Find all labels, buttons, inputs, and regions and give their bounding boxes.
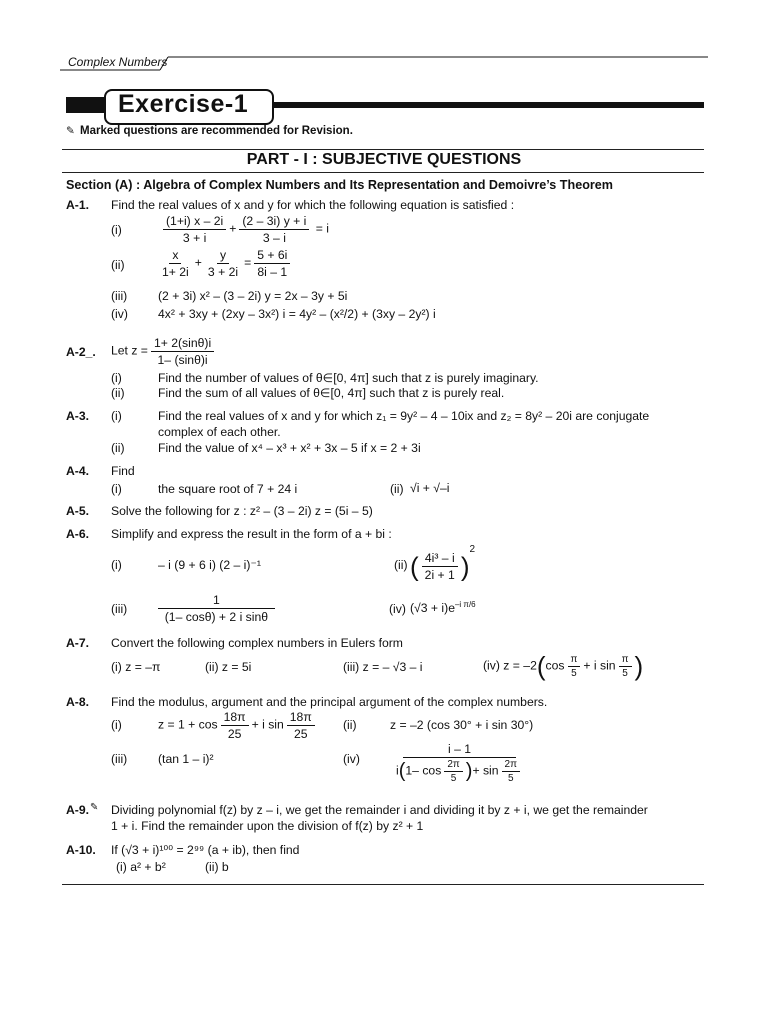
banner-bar-left xyxy=(66,97,108,113)
equation: (ii) b xyxy=(205,860,229,874)
q-text: Simplify and express the result in the form of a + bi : xyxy=(111,527,392,541)
part-rule-top xyxy=(62,149,704,150)
sub-label: (i) xyxy=(111,409,122,423)
equation: 4x² + 3xy + (2xy – 3x²) i = 4y² – (x²/2) + (3xy – 2y²) i xyxy=(158,307,436,321)
q-label: A-1. xyxy=(66,198,90,212)
equation: Let z = $\frac{1+ 2(\sin\theta)i}{1- (\sin\theta)i}$ xyxy=(111,336,217,367)
equation: (iv) z = –2(cos $\frac{\pi}{5}$ + i sin $\frac{\pi}{5}$ ) xyxy=(483,651,644,681)
equation: z = 1 + cos $\frac{18\pi}{25}$ + i sin $\frac{18\pi}{25}$ xyxy=(158,710,318,741)
q-text: Find the modulus, argument and the principal argument of the complex numbers. xyxy=(111,695,548,709)
running-title: Complex Numbers xyxy=(68,55,168,69)
part-rule-bottom xyxy=(62,172,704,173)
sub-label: (ii) xyxy=(111,441,125,455)
equation: (iii) z = – √3 – i xyxy=(343,660,423,674)
pen-icon: ✎ xyxy=(66,125,75,137)
equation: $\frac{1}{\text{(1– cosθ) + 2 i sinθ}}$ xyxy=(155,593,278,624)
q-text: Find the number of values of θ∈[0, 4π] such that z is purely imaginary. xyxy=(158,371,539,385)
revision-note: Marked questions are recommended for Revision. xyxy=(80,125,353,137)
pen-icon: ✎ xyxy=(90,802,99,813)
q-text: Find xyxy=(111,464,135,478)
exercise-title: Exercise-1 xyxy=(118,90,249,118)
q-text: Find the real values of x and y for which the following equation is satisfied : xyxy=(111,198,515,212)
sub-label: (ii) xyxy=(343,718,357,732)
q-label: A-6. xyxy=(66,527,90,541)
equation: i – 1 i(1– cos $\frac{2\pi}{5}$ )+ sin $\frac{2\pi}{5}$ xyxy=(390,742,529,784)
q-label: A-8. xyxy=(66,695,90,709)
sub-label: (iii) xyxy=(111,289,128,303)
sub-label: (iii) xyxy=(111,752,128,766)
sub-label: (ii) xyxy=(394,558,408,572)
sub-label: (ii) xyxy=(111,258,125,272)
header-rule xyxy=(60,50,710,74)
sub-label: (i) xyxy=(111,371,122,385)
sub-label: (iv) xyxy=(389,602,406,616)
equation: – i (9 + 6 i) (2 – i)⁻¹ xyxy=(158,558,261,572)
footer-rule xyxy=(62,884,704,885)
equation: ( $\frac{\text{4i³ – i}}{2i + 1}$ )$^2$ xyxy=(410,544,476,583)
q-text: Find the real values of x and y for which z₁ = 9y² – 4 – 10ix and z₂ = 8y² – 20i are conjugate xyxy=(158,409,650,423)
equation: √i + √–i xyxy=(410,481,450,495)
equation: (2 + 3i) x² – (3 – 2i) y = 2x – 3y + 5i xyxy=(158,289,348,303)
q-text: Find the sum of all values of θ∈[0, 4π] such that z is purely real. xyxy=(158,386,505,400)
equation: $\frac{(1+i) x - 2i}{3 + i}$ + $\frac{(2 - 3i) y + i}{3 - i}$ = i xyxy=(160,214,329,245)
q-text: the square root of 7 + 24 i xyxy=(158,482,298,496)
q-label: A-4. xyxy=(66,464,90,478)
sub-label: (iv) xyxy=(343,752,360,766)
sub-label: (i) xyxy=(111,718,122,732)
sub-label: (i) xyxy=(111,223,122,237)
q-label: A-5. xyxy=(66,504,90,518)
q-label: A-2_. xyxy=(66,345,96,359)
banner-bar-right xyxy=(272,102,704,108)
part-title: PART - I : SUBJECTIVE QUESTIONS xyxy=(246,151,522,168)
q-label: A-7. xyxy=(66,636,90,650)
equation: (ii) z = 5i xyxy=(205,660,252,674)
sub-label: (i) xyxy=(111,482,122,496)
equation: (tan 1 – i)² xyxy=(158,752,214,766)
q-text: Find the value of x⁴ – x³ + x² + 3x – 5 if x = 2 + 3i xyxy=(158,441,421,455)
equation: (i) a² + b² xyxy=(116,860,166,874)
sub-label: (ii) xyxy=(111,386,125,400)
q-label: A-3. xyxy=(66,409,90,423)
q-text: 1 + i. Find the remainder upon the division of f(z) by z² + 1 xyxy=(111,819,424,833)
q-text: complex of each other. xyxy=(158,425,281,439)
q-text: If (√3 + i)¹⁰⁰ = 2⁹⁹ (a + ib), then find xyxy=(111,843,300,857)
q-label: A-9. xyxy=(66,803,90,817)
section-title: Section (A) : Algebra of Complex Numbers and Its Representation and Demoivre’s Theorem xyxy=(66,178,613,192)
q-text: Dividing polynomial f(z) by z – i, we get the remainder i and dividing it by z + i, we get the remainder xyxy=(111,803,648,817)
equation: z = –2 (cos 30° + i sin 30°) xyxy=(390,718,534,732)
sub-label: (iii) xyxy=(111,602,128,616)
sub-label: (iv) xyxy=(111,307,128,321)
equation: $(√3 + i)e^{-i \pi/6}$ xyxy=(410,600,476,616)
sub-label: (ii) xyxy=(390,482,404,496)
equation: (i) z = –π xyxy=(111,660,161,674)
equation: $\frac{x}{1+ 2i}$ + $\frac{y}{3 + 2i}$ = $\frac{5 + 6i}{8i - 1}$ xyxy=(156,248,293,279)
sub-label: (i) xyxy=(111,558,122,572)
q-text: Convert the following complex numbers in Eulers form xyxy=(111,636,403,650)
q-label: A-10. xyxy=(66,843,96,857)
q-text: Solve the following for z : z² – (3 – 2i) z = (5i – 5) xyxy=(111,504,373,518)
